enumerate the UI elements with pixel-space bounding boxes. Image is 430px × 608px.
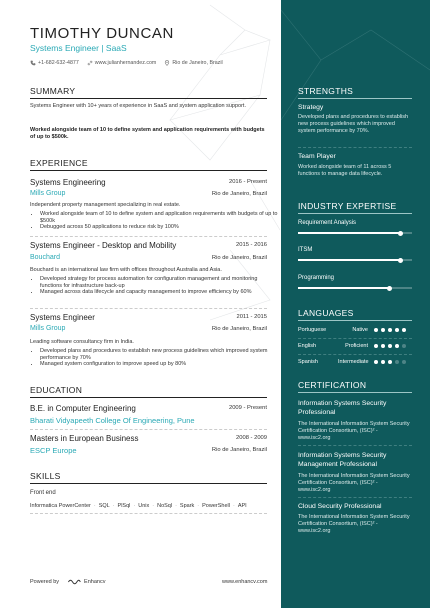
languages-divider	[298, 320, 412, 321]
job-bullet: • Developed plans and procedures to establish new process guidelines which improved system performance by 70%	[40, 348, 280, 361]
expertise-bar	[298, 232, 412, 234]
location-pin-icon	[164, 60, 170, 66]
cert-text: The International Information System Security Certification Consortium, (ISC)² - www.isc2.org	[298, 421, 410, 441]
expertise-bar	[298, 287, 412, 289]
job-description: Bouchard is an international law firm with offices throughout Australia and Asia.	[30, 267, 222, 273]
language-name: Spanish	[298, 359, 318, 365]
education-location: Rio de Janeiro, Brazil	[211, 447, 267, 453]
language-dots	[374, 327, 409, 332]
skill-tag: Informatica PowerCenter	[30, 503, 91, 509]
enhancv-logo-icon	[67, 578, 81, 586]
language-dots	[374, 359, 409, 364]
education-school[interactable]: ESCP Europe	[30, 446, 77, 455]
language-name: Portuguese	[298, 327, 327, 333]
expertise-bar-knob	[398, 231, 403, 236]
skills-category: Front end	[30, 490, 56, 496]
job-bullet: • Managed system configuration to improve speed up by 80%	[40, 361, 280, 368]
skill-tag: NoSql	[157, 503, 173, 509]
language-dot-empty	[402, 344, 406, 348]
job-description: Independent property management specializing in real estate.	[30, 202, 181, 208]
footer-powered	[30, 578, 105, 586]
language-dot-filled	[388, 328, 392, 332]
skill-tag: PowerShell	[202, 503, 230, 509]
job-separator	[30, 236, 267, 237]
language-level: Proficient	[345, 343, 368, 349]
expertise-bar-knob	[387, 286, 392, 291]
job-company[interactable]: Bouchard	[30, 254, 60, 261]
language-dot-filled	[402, 328, 406, 332]
language-level: Intermediate	[338, 359, 369, 365]
expertise-label: ITSM	[298, 247, 313, 253]
job-bullet: • Developed strategy for process automation for configuration management and monitoring functions for infrastructure back-up	[40, 276, 280, 289]
sidebar	[281, 0, 430, 608]
language-separator	[298, 354, 412, 355]
skills-separator	[30, 513, 267, 514]
expertise-bar-fill	[298, 287, 389, 289]
skill-tag: API	[237, 503, 247, 509]
skills-divider	[30, 483, 267, 484]
language-dot-empty	[402, 360, 406, 364]
link-icon	[87, 60, 93, 66]
job-bullet: • Worked alongside team of 10 to define system and application requirements with budgets of up to $500k	[40, 211, 280, 224]
cert-text: The International Information System Security Certification Consortium, (ISC)² - www.isc2.org	[298, 514, 410, 534]
language-dot-empty	[395, 360, 399, 364]
skill-tag: Unix	[138, 503, 150, 509]
strength-title: Strategy	[298, 104, 324, 111]
footer-url[interactable]: www.enhancv.com	[222, 579, 268, 585]
summary-heading: SUMMARY	[30, 86, 76, 96]
industry-heading: INDUSTRY EXPERTISE	[298, 201, 397, 211]
skill-tag: SQL	[98, 503, 110, 509]
education-dates: 2009 - Present	[228, 405, 267, 411]
skills-tools: Informatica PowerCenter · SQL · PlSql · Unix · NoSql · Spark · PowerShell · API	[30, 503, 247, 509]
language-dot-filled	[381, 328, 385, 332]
cert-title: Information Systems Security Professional	[298, 400, 387, 416]
phone-text: +1-682-632-4877	[38, 60, 79, 66]
contact-phone[interactable]	[30, 60, 79, 66]
expertise-label: Programming	[298, 275, 335, 281]
summary-highlight: Worked alongside team of 10 to define system and application requirements with budgets of up to $500k.	[30, 127, 265, 141]
language-dot-filled	[381, 360, 385, 364]
expertise-bar	[298, 259, 412, 261]
job-role: Systems Engineer	[30, 313, 95, 322]
phone-icon	[30, 60, 36, 66]
experience-divider	[30, 170, 267, 171]
education-heading: EDUCATION	[30, 385, 83, 395]
education-degree: B.E. in Computer Engineering	[30, 404, 136, 413]
language-name: English	[298, 343, 317, 349]
language-dot-filled	[374, 360, 378, 364]
expertise-bar-fill	[298, 259, 401, 261]
job-dates: 2015 - 2016	[236, 242, 267, 248]
language-dot-filled	[374, 328, 378, 332]
cert-title: Information Systems Security Management Professional	[298, 452, 387, 468]
job-bullets	[30, 211, 280, 231]
contact-location	[164, 60, 222, 66]
job-dates: 2016 - Present	[228, 179, 267, 185]
education-separator	[30, 429, 267, 430]
language-dot-filled	[388, 360, 392, 364]
cert-separator	[298, 497, 412, 498]
education-dates: 2008 - 2009	[236, 435, 267, 441]
contact-row	[30, 60, 231, 66]
certification-heading: CERTIFICATION	[298, 380, 367, 390]
language-dot-filled	[381, 344, 385, 348]
expertise-label: Requirement Analysis	[298, 220, 357, 226]
skill-tag: Spark	[179, 503, 195, 509]
job-role: Systems Engineering	[30, 178, 106, 187]
website-text: www.julianhernandez.com	[94, 60, 157, 66]
brand-name[interactable]: Enhancv	[84, 579, 106, 585]
strengths-heading: STRENGTHS	[298, 86, 354, 96]
expertise-bar-knob	[398, 258, 403, 263]
language-dots	[374, 343, 409, 348]
job-role: Systems Engineer - Desktop and Mobility	[30, 241, 177, 250]
strength-text: Developed plans and procedures to establish new process guidelines which improved system performance by 70%.	[298, 114, 409, 134]
language-level: Native	[352, 327, 368, 333]
skill-tag: PlSql	[117, 503, 131, 509]
strength-text: Worked alongside team of 11 across 5 functions to manage data lifecycle.	[298, 164, 392, 177]
summary-divider	[30, 98, 267, 99]
certification-divider	[298, 392, 412, 393]
language-dot-filled	[395, 344, 399, 348]
cert-text: The International Information System Security Certification Consortium, (ISC)² - www.isc2.org	[298, 473, 410, 493]
candidate-title: Systems Engineer | SaaS	[30, 43, 127, 53]
language-dot-filled	[388, 344, 392, 348]
expertise-bar-fill	[298, 232, 401, 234]
language-dot-filled	[395, 328, 399, 332]
job-dates: 2011 - 2015	[236, 314, 267, 320]
job-company[interactable]: Mills Group	[30, 190, 66, 197]
job-bullet: • Debugged across 50 applications to reduce risk by 100%	[40, 224, 280, 231]
language-separator	[298, 338, 412, 339]
job-location: Rio de Janeiro, Brazil	[211, 191, 267, 197]
job-description: Leading software consultancy firm in India.	[30, 339, 134, 345]
cert-separator	[298, 445, 412, 446]
strength-separator	[298, 147, 412, 148]
job-company[interactable]: Mills Group	[30, 325, 66, 332]
cert-title: Cloud Security Professional	[298, 503, 382, 510]
job-bullets	[30, 276, 280, 296]
powered-by-text: Powered by	[30, 579, 60, 585]
education-school[interactable]: Bharati Vidyapeeth College Of Engineering, Pune	[30, 416, 195, 425]
location-text: Rio de Janeiro, Brazil	[172, 60, 223, 66]
job-bullets	[30, 348, 280, 368]
languages-heading: LANGUAGES	[298, 308, 354, 318]
skills-heading: SKILLS	[30, 471, 61, 481]
job-location: Rio de Janeiro, Brazil	[211, 326, 267, 332]
industry-divider	[298, 213, 412, 214]
job-location: Rio de Janeiro, Brazil	[211, 255, 267, 261]
education-divider	[30, 397, 267, 398]
contact-website[interactable]	[87, 60, 157, 66]
experience-heading: EXPERIENCE	[30, 158, 88, 168]
education-degree: Masters in European Business	[30, 434, 139, 443]
job-separator	[30, 308, 267, 309]
job-bullet: • Managed across data lifecycle and capacity management to improve efficiency by 60%	[40, 289, 280, 296]
strengths-divider	[298, 98, 412, 99]
summary-text: Systems Engineer with 10+ years of experience in SaaS and system application support.	[30, 103, 246, 109]
candidate-name: TIMOTHY DUNCAN	[30, 25, 174, 42]
language-dot-filled	[374, 344, 378, 348]
strength-title: Team Player	[298, 153, 336, 160]
